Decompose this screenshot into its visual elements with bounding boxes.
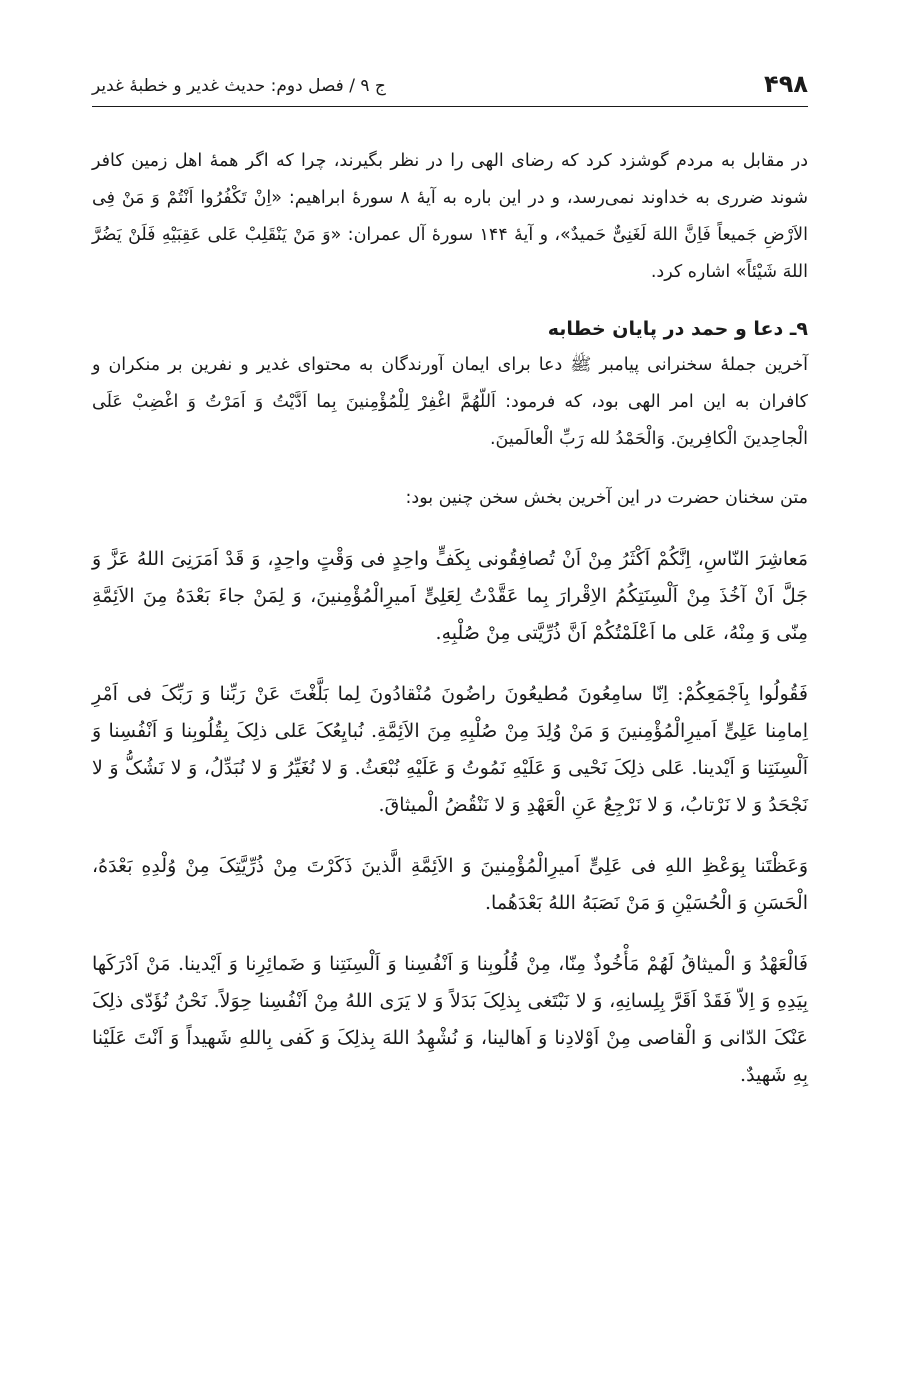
- book-page: [92, 62, 808, 1094]
- running-header: [92, 62, 808, 107]
- sermon-paragraph-3: وَعَظْتَنا بِوَعْظِ اللهِ فی عَلِیٍّ اَمیرِالْمُؤْمِنینَ وَ الاَئِمَّةِ الَّذینَ ذَکَرْتَ مِنْ ذُرِّیَّتِکَ مِنْ وُلْدِهِ بَعْدَهُ، الْحَسَنِ وَ الْحُسَیْنِ وَ مَنْ نَصَبَهُ اللهُ بَعْدَهُما.: [92, 855, 808, 914]
- page-body: [92, 143, 808, 1094]
- section-heading: ۹ـ دعا و حمد در پایان خطابه: [547, 318, 808, 340]
- sermon-paragraph-4: فَالْعَهْدُ وَ الْمیثاقُ لَهُمْ مَأْخُوذٌ مِنّا، مِنْ قُلُوبِنا وَ اَنْفُسِنا وَ اَلْسِنَتِنا وَ ضَمائِرِنا وَ اَیْدینا. مَنْ اَدْرَکَها بِیَدِهِ وَ اِلاّ فَقَدْ اَقَرَّ بِلِسانِهِ، وَ لا نَبْتَغی بِذلِکَ بَدَلاً وَ لا یَرَی اللهُ مِنْ اَنْفُسِنا حِوَلاً. نَحْنُ نُؤَدّی ذلِکَ عَنْکَ الدّانی وَ الْقاصی مِنْ اَوْلادِنا وَ اَهالینا، وَ نُشْهِدُ اللهَ بِذلِکَ وَ کَفی بِاللهِ شَهیداً وَ اَنْتَ عَلَیْنا بِهِ شَهیدٌ.: [92, 953, 808, 1086]
- paragraph-prayer: آخرین جملهٔ سخنرانی پیامبر ﷺ دعا برای ایمان آورندگان به محتوای غدیر و نفرین بر منکران و کافران به این امر الهی بود، که فرمود: اَللّهُمَّ اغْفِرْ لِلْمُؤْمِنینَ بِما اَدَّیْتُ وَ اَمَرْتُ وَ اغْضِبْ عَلَی الْجاحِدینَ الْکافِرینَ. وَالْحَمْدُ لله رَبِّ الْعالَمینَ.: [92, 355, 808, 449]
- paragraph-transition: متن سخنان حضرت در این آخرین بخش سخن چنین بود:: [405, 488, 808, 508]
- paragraph-intro: در مقابل به مردم گوشزد کرد که رضای الهی را در نظر بگیرند، چرا که اگر همهٔ اهل زمین کافر شوند ضرری به خداوند نمی‌رسد، و در این باره به آیهٔ ۸ سورهٔ ابراهیم: «اِنْ تَکْفُرُوا اَنْتُمْ وَ مَنْ فِی الاَرْضِ جَمیعاً فَاِنَّ اللهَ لَغَنِیٌّ حَمیدٌ»، و آیهٔ ۱۴۴ سورهٔ آل عمران: «وَ مَنْ یَنْقَلِبْ عَلی عَقِبَیْهِ فَلَنْ یَضُرَّ اللهَ شَیْئاً» اشاره کرد.: [92, 151, 809, 282]
- sermon-paragraph-2: فَقُولُوا بِاَجْمَعِکُمْ: اِنّا سامِعُونَ مُطیعُونَ راضُونَ مُنْقادُونَ لِما بَلَّغْتَ عَنْ رَبِّنا وَ رَبِّکَ فی اَمْرِ اِمامِنا عَلِیٍّ اَمیرِالْمُؤْمِنینَ وَ مَنْ وُلِدَ مِنْ صُلْبِهِ مِنَ الاَئِمَّةِ. نُبایِعُکَ عَلی ذلِکَ بِقُلُوبِنا وَ اَنْفُسِنا وَ اَلْسِنَتِنا وَ اَیْدینا. عَلی ذلِکَ نَحْیی وَ عَلَیْهِ نَمُوتُ وَ عَلَیْهِ نُبْعَثُ. وَ لا نُغَیِّرُ وَ لا نُبَدِّلُ، وَ لا نَشُکُّ وَ لا نَجْحَدُ وَ لا نَرْتابُ، وَ لا نَرْجِعُ عَنِ الْعَهْدِ وَ لا نَنْقُضُ الْمیثاقَ.: [92, 683, 808, 816]
- sermon-paragraph-1: مَعاشِرَ النّاسِ، اِنَّکُمْ اَکْثَرُ مِنْ اَنْ تُصافِقُونی بِکَفٍّ واحِدٍ فی وَقْتٍ واحِدٍ، وَ قَدْ اَمَرَنِیَ اللهُ عَزَّ وَ جَلَّ اَنْ آخُذَ مِنْ اَلْسِنَتِکُمُ الاِقْرارَ بِما عَقَّدْتُ لِعَلِیٍّ اَمیرِالْمُؤْمِنینَ، وَ لِمَنْ جاءَ بَعْدَهُ مِنَ الاَئِمَّةِ مِنّی وَ مِنْهُ، عَلی ما اَعْلَمْتُکُمْ اَنَّ ذُرِّیَّتی مِنْ صُلْبِهِ.: [92, 548, 808, 644]
- header-title: ج ۹ / فصل دوم: حدیث غدیر و خطبهٔ غدیر: [92, 76, 386, 96]
- page-number: ۴۹۸: [764, 70, 808, 98]
